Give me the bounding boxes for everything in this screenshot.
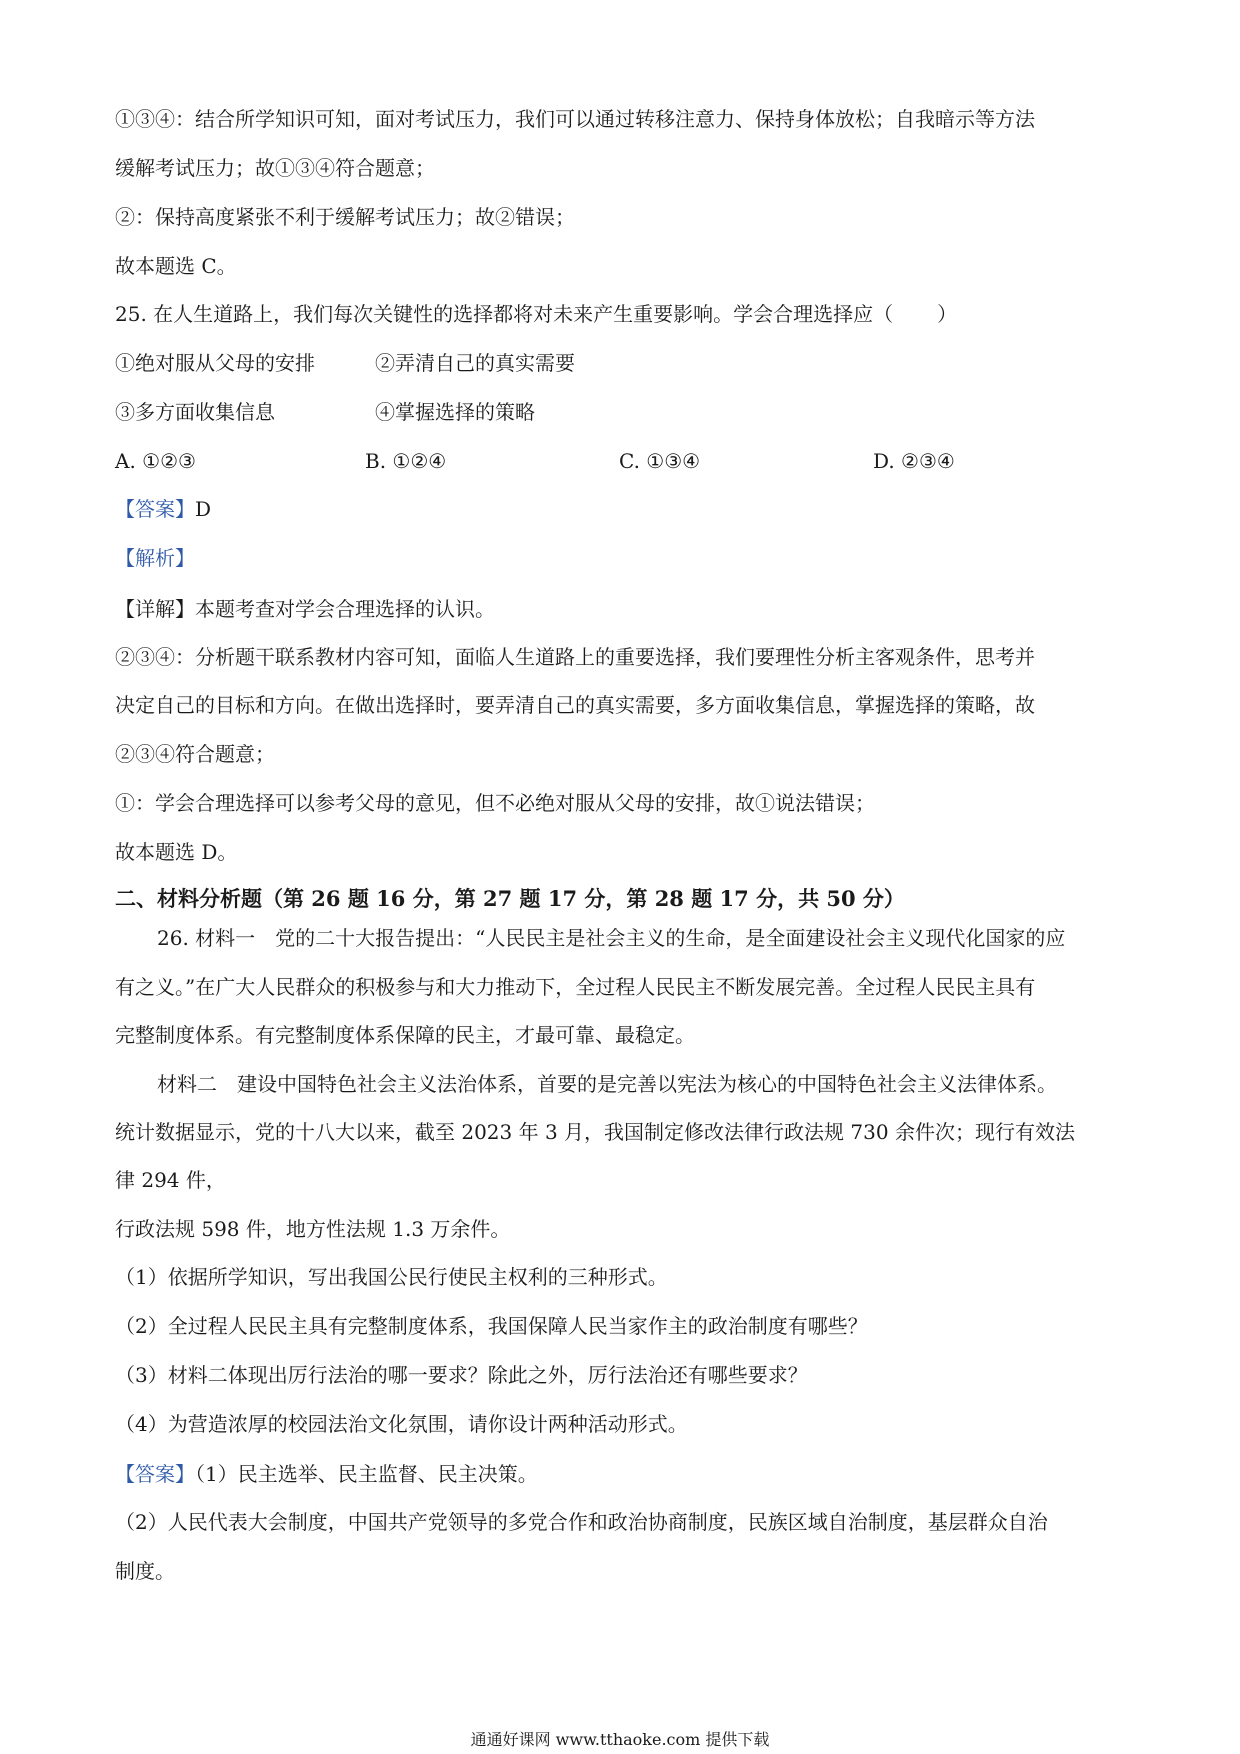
question-26-4: （4）为营造浓厚的校园法治文化氛围，请你设计两种活动形式。 [115,1412,688,1436]
answer-26-1-text: （1）民主选举、民主监督、民主决策。 [195,1462,538,1486]
question-26-2: （2）全过程人民民主具有完整制度体系，我国保障人民当家作主的政治制度有哪些？ [115,1314,868,1338]
answer-25 [115,495,211,523]
answer-24-line-1: ①③④：结合所学知识可知，面对考试压力，我们可以通过转移注意力、保持身体放松；自我暗示等方法 [115,107,1035,131]
analysis-25-line-1: ②③④：分析题干联系教材内容可知，面临人生道路上的重要选择，我们要理性分析主客观条件，思考并 [115,645,1035,669]
analysis-25-line-2: 决定自己的目标和方向。在做出选择时，要弄清自己的真实需要，多方面收集信息，掌握选择的策略，故 [115,693,1035,717]
analysis-25-conclusion: 故本题选 D。 [115,840,238,864]
page-footer: 通通好课网 www.tthaoke.com 提供下载 [470,1730,770,1749]
material-2-line-4: 行政法规 598 件，地方性法规 1.3 万余件。 [115,1217,511,1241]
option-d: D. ②③④ [873,449,955,473]
answer-24-line-2: 缓解考试压力；故①③④符合题意； [115,156,435,180]
answer-26-1 [115,1460,538,1488]
answer-25-value: D [195,497,212,521]
question-25-statements-2: ③多方面收集信息 ④掌握选择的策略 [115,400,535,424]
question-25-text: 25. 在人生道路上，我们每次关键性的选择都将对未来产生重要影响。学会合理选择应（ [115,302,894,326]
material-2-line-3: 律 294 件， [115,1168,226,1192]
question-26-1: （1）依据所学知识，写出我国公民行使民主权利的三种形式。 [115,1265,668,1289]
analysis-25-line-4: ①：学会合理选择可以参考父母的意见，但不必绝对服从父母的安排，故①说法错误； [115,791,875,815]
detail-line [115,595,495,623]
material-2-line-2: 统计数据显示，党的十八大以来，截至 2023 年 3 月，我国制定修改法律行政法规 730 余件次；现行有效法 [115,1120,1075,1144]
answer-26-2-line-1: （2）人民代表大会制度，中国共产党领导的多党合作和政治协商制度，民族区域自治制度，基层群众自治 [115,1510,1048,1534]
material-1-line-1: 26. 材料一 党的二十大报告提出：“人民民主是社会主义的生命，是全面建设社会主义现代化国家的应 [157,926,1066,950]
option-a: A. ①②③ [115,449,196,473]
option-b: B. ①②④ [365,449,447,473]
answer-24-conclusion: 故本题选 C。 [115,254,237,278]
answer-24-line-3: ②：保持高度紧张不利于缓解考试压力；故②错误； [115,205,575,229]
question-26-3: （3）材料二体现出厉行法治的哪一要求？除此之外，厉行法治还有哪些要求？ [115,1363,808,1387]
question-25-paren-close: ） [937,302,958,326]
option-c: C. ①③④ [619,449,701,473]
detail-text: 本题考查对学会合理选择的认识。 [195,597,495,621]
answer-26-2-line-2: 制度。 [115,1559,175,1583]
section-2-heading: 二、材料分析题（第 26 题 16 分，第 27 题 17 分，第 28 题 17 分，共 50 分） [115,886,905,911]
analysis-25-line-3: ②③④符合题意； [115,742,275,766]
detail-tag: 【详解】 [115,597,195,621]
question-25-stem [115,300,957,328]
answer-tag: 【答案】 [115,497,195,521]
material-2-line-1: 材料二 建设中国特色社会主义法治体系，首要的是完善以宪法为核心的中国特色社会主义法律体系。 [157,1072,1057,1096]
question-25-options [115,447,1015,475]
analysis-tag: 【解析】 [115,546,195,570]
material-1-line-3: 完整制度体系。有完整制度体系保障的民主，才最可靠、最稳定。 [115,1023,695,1047]
question-25-statements-1: ①绝对服从父母的安排 ②弄清自己的真实需要 [115,351,575,375]
answer-tag: 【答案】 [115,1462,195,1486]
material-1-line-2: 有之义。”在广大人民群众的积极参与和大力推动下，全过程人民民主不断发展完善。全过程人民民主具有 [115,975,1036,999]
